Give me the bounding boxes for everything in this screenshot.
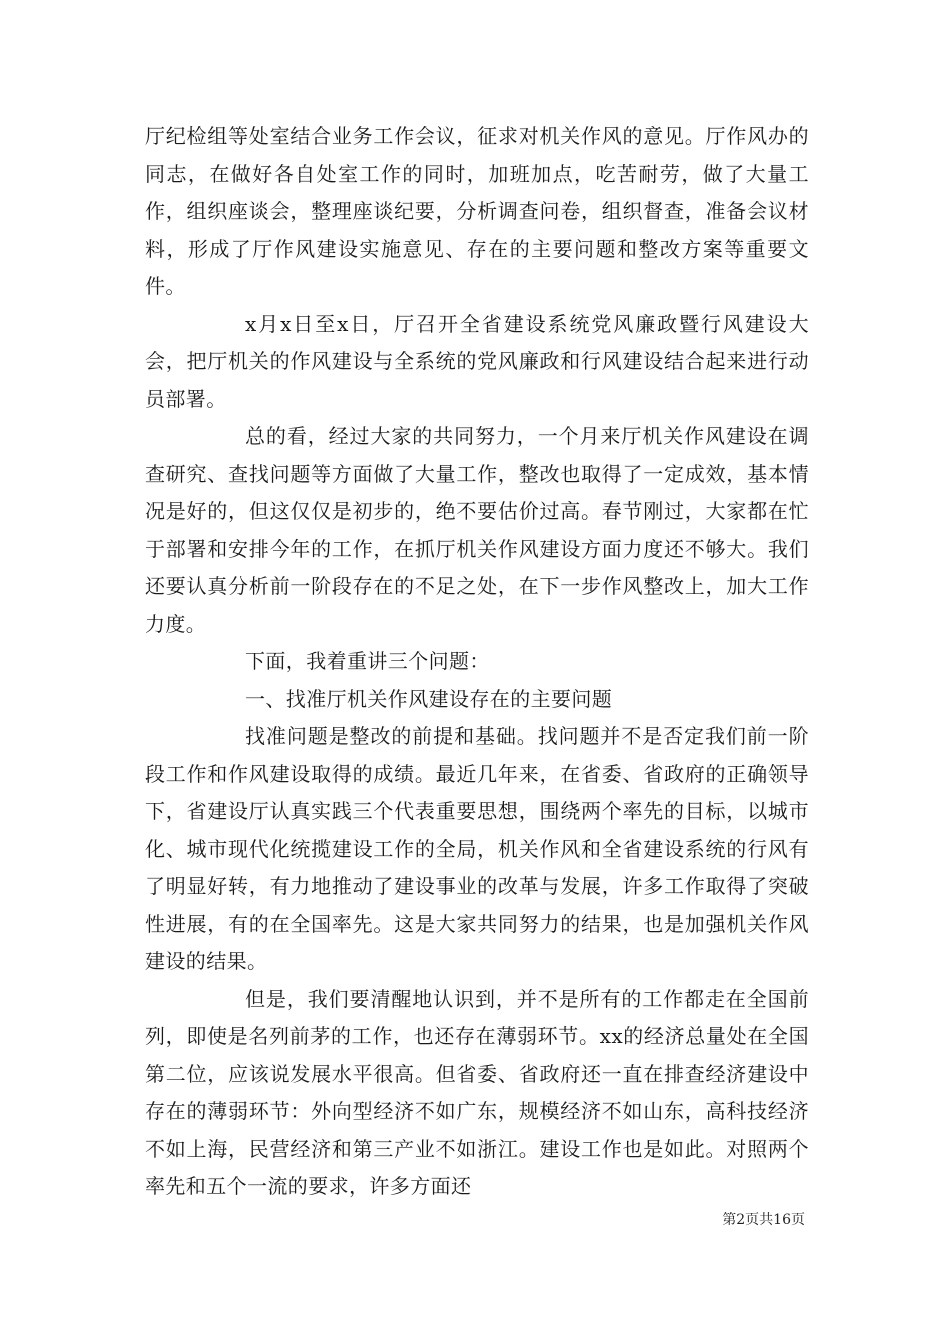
- document-body: [145, 118, 809, 1206]
- paragraph-5: 找准问题是整改的前提和基础。找问题并不是否定我们前一阶段工作和作风建设取得的成绩。最近几年来，在省委、省政府的正确领导下，省建设厅认真实践三个代表重要思想，围绕两个率先的目标，以城市化、城市现代化统揽建设工作的全局，机关作风和全省建设系统的行风有了明显好转，有力地推动了建设事业的改革与发展，许多工作取得了突破性进展，有的在全国率先。这是大家共同努力的结果，也是加强机关作风建设的结果。: [145, 724, 809, 973]
- section-heading-1: 一、找准厅机关作风建设存在的主要问题: [245, 686, 613, 711]
- page-number-footer: 第2页共16页: [722, 1212, 805, 1228]
- paragraph-4: 下面，我着重讲三个问题：: [245, 649, 490, 673]
- paragraph-2: x月x日至x日，厅召开全省建设系统党风廉政暨行风建设大会，把厅机关的作风建设与全系统的党风廉政和行风建设结合起来进行动员部署。: [145, 311, 809, 411]
- paragraph-6: 但是，我们要清醒地认识到，并不是所有的工作都走在全国前列，即使是名列前茅的工作，也还存在薄弱环节。xx的经济总量处在全国第二位，应该说发展水平很高。但省委、省政府还一直在排查经济建设中存在的薄弱环节：外向型经济不如广东，规模经济不如山东，高科技经济不如上海，民营经济和第三产业不如浙江。建设工作也是如此。对照两个率先和五个一流的要求，许多方面还: [145, 986, 809, 1198]
- paragraph-3: 总的看，经过大家的共同努力，一个月来厅机关作风建设在调查研究、查找问题等方面做了大量工作，整改也取得了一定成效，基本情况是好的，但这仅仅是初步的，绝不要估价过高。春节刚过，大家都在忙于部署和安排今年的工作，在抓厅机关作风建设方面力度还不够大。我们还要认真分析前一阶段存在的不足之处，在下一步作风整改上，加大工作力度。: [145, 424, 809, 636]
- paragraph-1: 厅纪检组等处室结合业务工作会议，征求对机关作风的意见。厅作风办的同志，在做好各自处室工作的同时，加班加点，吃苦耐劳，做了大量工作，组织座谈会，整理座谈纪要，分析调查问卷，组织督查，准备会议材料，形成了厅作风建设实施意见、存在的主要问题和整改方案等重要文件。: [145, 124, 809, 298]
